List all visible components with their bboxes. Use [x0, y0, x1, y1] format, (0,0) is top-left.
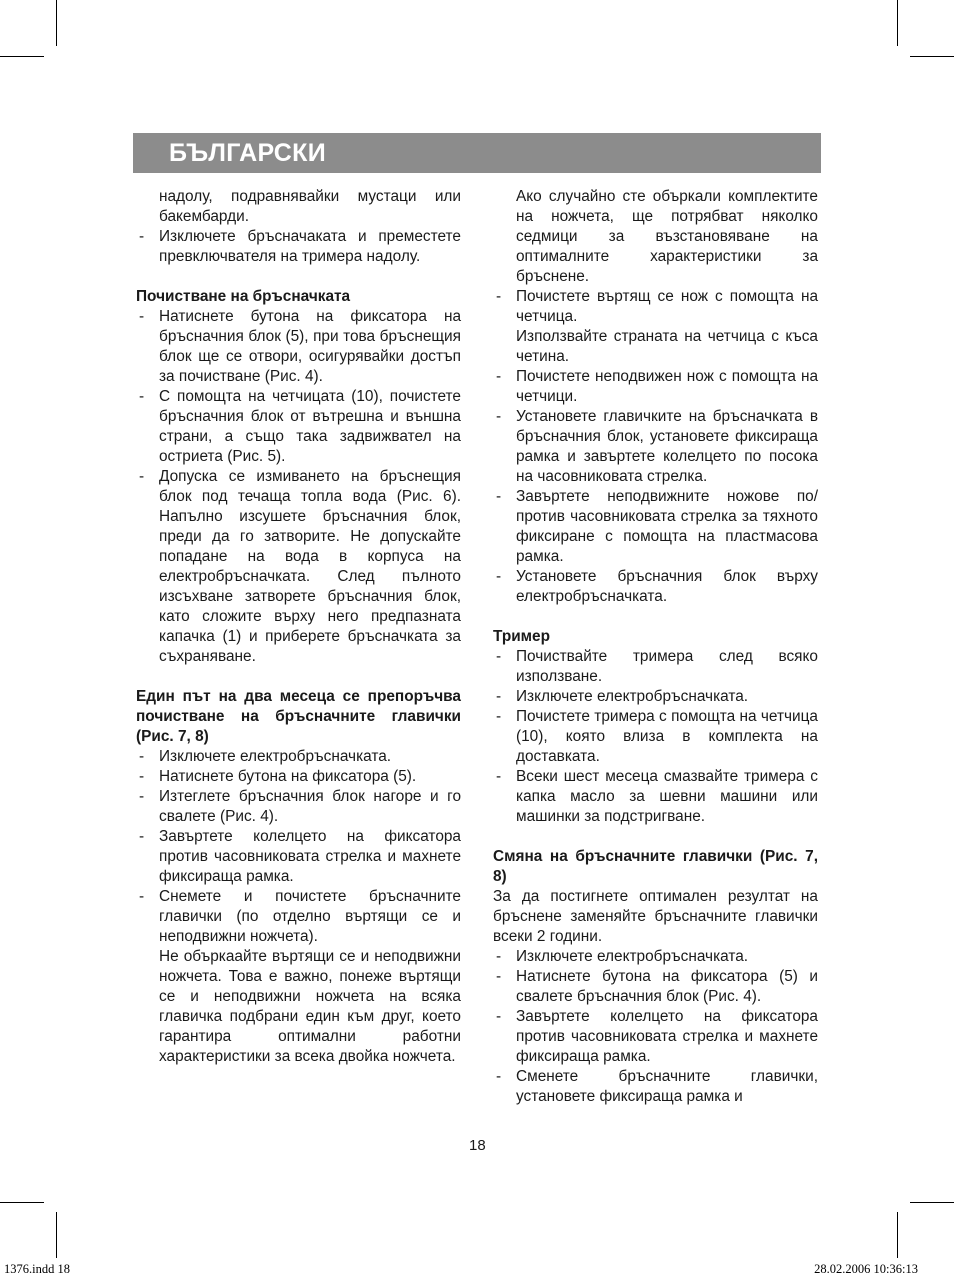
crop-mark [910, 56, 954, 57]
crop-mark [56, 0, 57, 46]
section-heading-replacement: Смяна на бръсначните главички (Рис. 7, 8) [493, 848, 818, 885]
left-column [136, 187, 461, 1067]
language-title: БЪЛГАРСКИ [169, 139, 326, 167]
list-item: - Почистете неподвижен нож с помощта на четчици. [493, 367, 818, 407]
list-item: - Почистете въртящ се нож с помощта на четчица. [493, 287, 818, 327]
paragraph: Ако случайно сте объркали комплектите на ножчета, ще потрябват няколко седмици за възстановяване на оптималните характеристики за бръснене. [516, 188, 818, 285]
crop-mark [897, 1212, 898, 1258]
print-slug-date: 28.02.2006 10:36:13 [814, 1262, 918, 1276]
crop-mark [0, 1202, 44, 1203]
list-item: - Натиснете бутона на фиксатора (5) и свалете бръсначния блок (Рис. 4). [493, 967, 818, 1007]
list-item: - Изключете електробръсначката. [493, 947, 818, 967]
section-heading-cleaning: Почистване на бръсначката [136, 288, 351, 305]
paragraph: Използвайте страната на четчица с къса четина. [516, 328, 818, 365]
paragraph: Не объркаайте въртящи се и неподвижни ножчета. Това е важно, понеже въртящи се и неподвижни ножчета на всяка главичка подбрани един към друг, което гарантира оптимални работни характеристики за всека двойка ножчета. [159, 948, 461, 1065]
list-item: - Завъртете колелцето на фиксатора против часовниковата стрелка и махнете фиксираща рамка. [136, 827, 461, 887]
right-column [493, 187, 818, 1107]
paragraph: надолу, подравнявайки мустаци или бакембарди. [159, 188, 461, 225]
page-number: 18 [469, 1137, 486, 1154]
list-item: - Изключете електробръсначката. [493, 687, 818, 707]
list-item: - С помощта на четчицата (10), почистете бръсначния блок от вътрешна и външна страни, а също така задвижвател на остриета (Рис. 5). [136, 387, 461, 467]
list-item: - Натиснете бутона на фиксатора (5). [136, 767, 461, 787]
crop-mark [56, 1212, 57, 1258]
list-item: - Изключете електробръсначката. [136, 747, 461, 767]
section-heading-heads-cleaning: Един път на два месеца се препоръчва почистване на бръсначните главички (Рис. 7, 8) [136, 688, 461, 745]
list-item: - Изключете бръсначаката и преместете превключвателя на тримера надолу. [136, 227, 461, 267]
list-item: - Почистете тримера с помощта на четчица (10), която влиза в комплекта на доставката. [493, 707, 818, 767]
list-item: - Всеки шест месеца смазвайте тримера с капка масло за шевни машини или машинки за подстригване. [493, 767, 818, 827]
list-item: - Сменете бръсначните главички, установете фиксираща рамка и [493, 1067, 818, 1107]
crop-mark [0, 56, 44, 57]
list-item: - Изтеглете бръсначния блок нагоре и го свалете (Рис. 4). [136, 787, 461, 827]
list-item: - Завъртете колелцето на фиксатора против часовниковата стрелка и махнете фиксираща рамка. [493, 1007, 818, 1067]
list-item: - Завъртете неподвижните ножове по/против часовниковата стрелка за тяхното фиксиране с помощта на пластмасова рамка. [493, 487, 818, 567]
print-slug-file: 1376.indd 18 [4, 1262, 70, 1276]
list-item: - Установете главичките на бръсначката в бръсначния блок, установете фиксираща рамка и завъртете колелцето по посока на часовниковата стрелка. [493, 407, 818, 487]
list-item: - Почиствайте тримера след всяко използване. [493, 647, 818, 687]
list-item: - Снемете и почистете бръсначните главички (по отделно въртящи се и неподвижни ножчета). [136, 887, 461, 947]
section-header [133, 133, 821, 173]
section-heading-trimmer: Тример [493, 628, 551, 645]
list-item: - Натиснете бутона на фиксатора на бръсначния блок (5), при това бръснещия блок ще се отвори, осигурявайки достъп за почистване (Рис. 4). [136, 307, 461, 387]
crop-mark [897, 0, 898, 46]
crop-mark [910, 1202, 954, 1203]
list-item: - Допуска се измиването на бръснещия блок под течаща топла вода (Рис. 6). Напълно изсушете бръсначния блок, преди да го затворите. Не допускайте попадане на вода в корпуса на електробръсначката. След пълното изсъхване затворете бръсначния блок, като сложите върху него предпазната капачка (1) и приберете бръсначката за съхраняване. [136, 467, 461, 667]
list-item: - Установете бръсначния блок върху електробръсначката. [493, 567, 818, 607]
paragraph: За да постигнете оптимален резултат на бръснене заменяйте бръсначните главички всеки 2 години. [493, 888, 818, 945]
